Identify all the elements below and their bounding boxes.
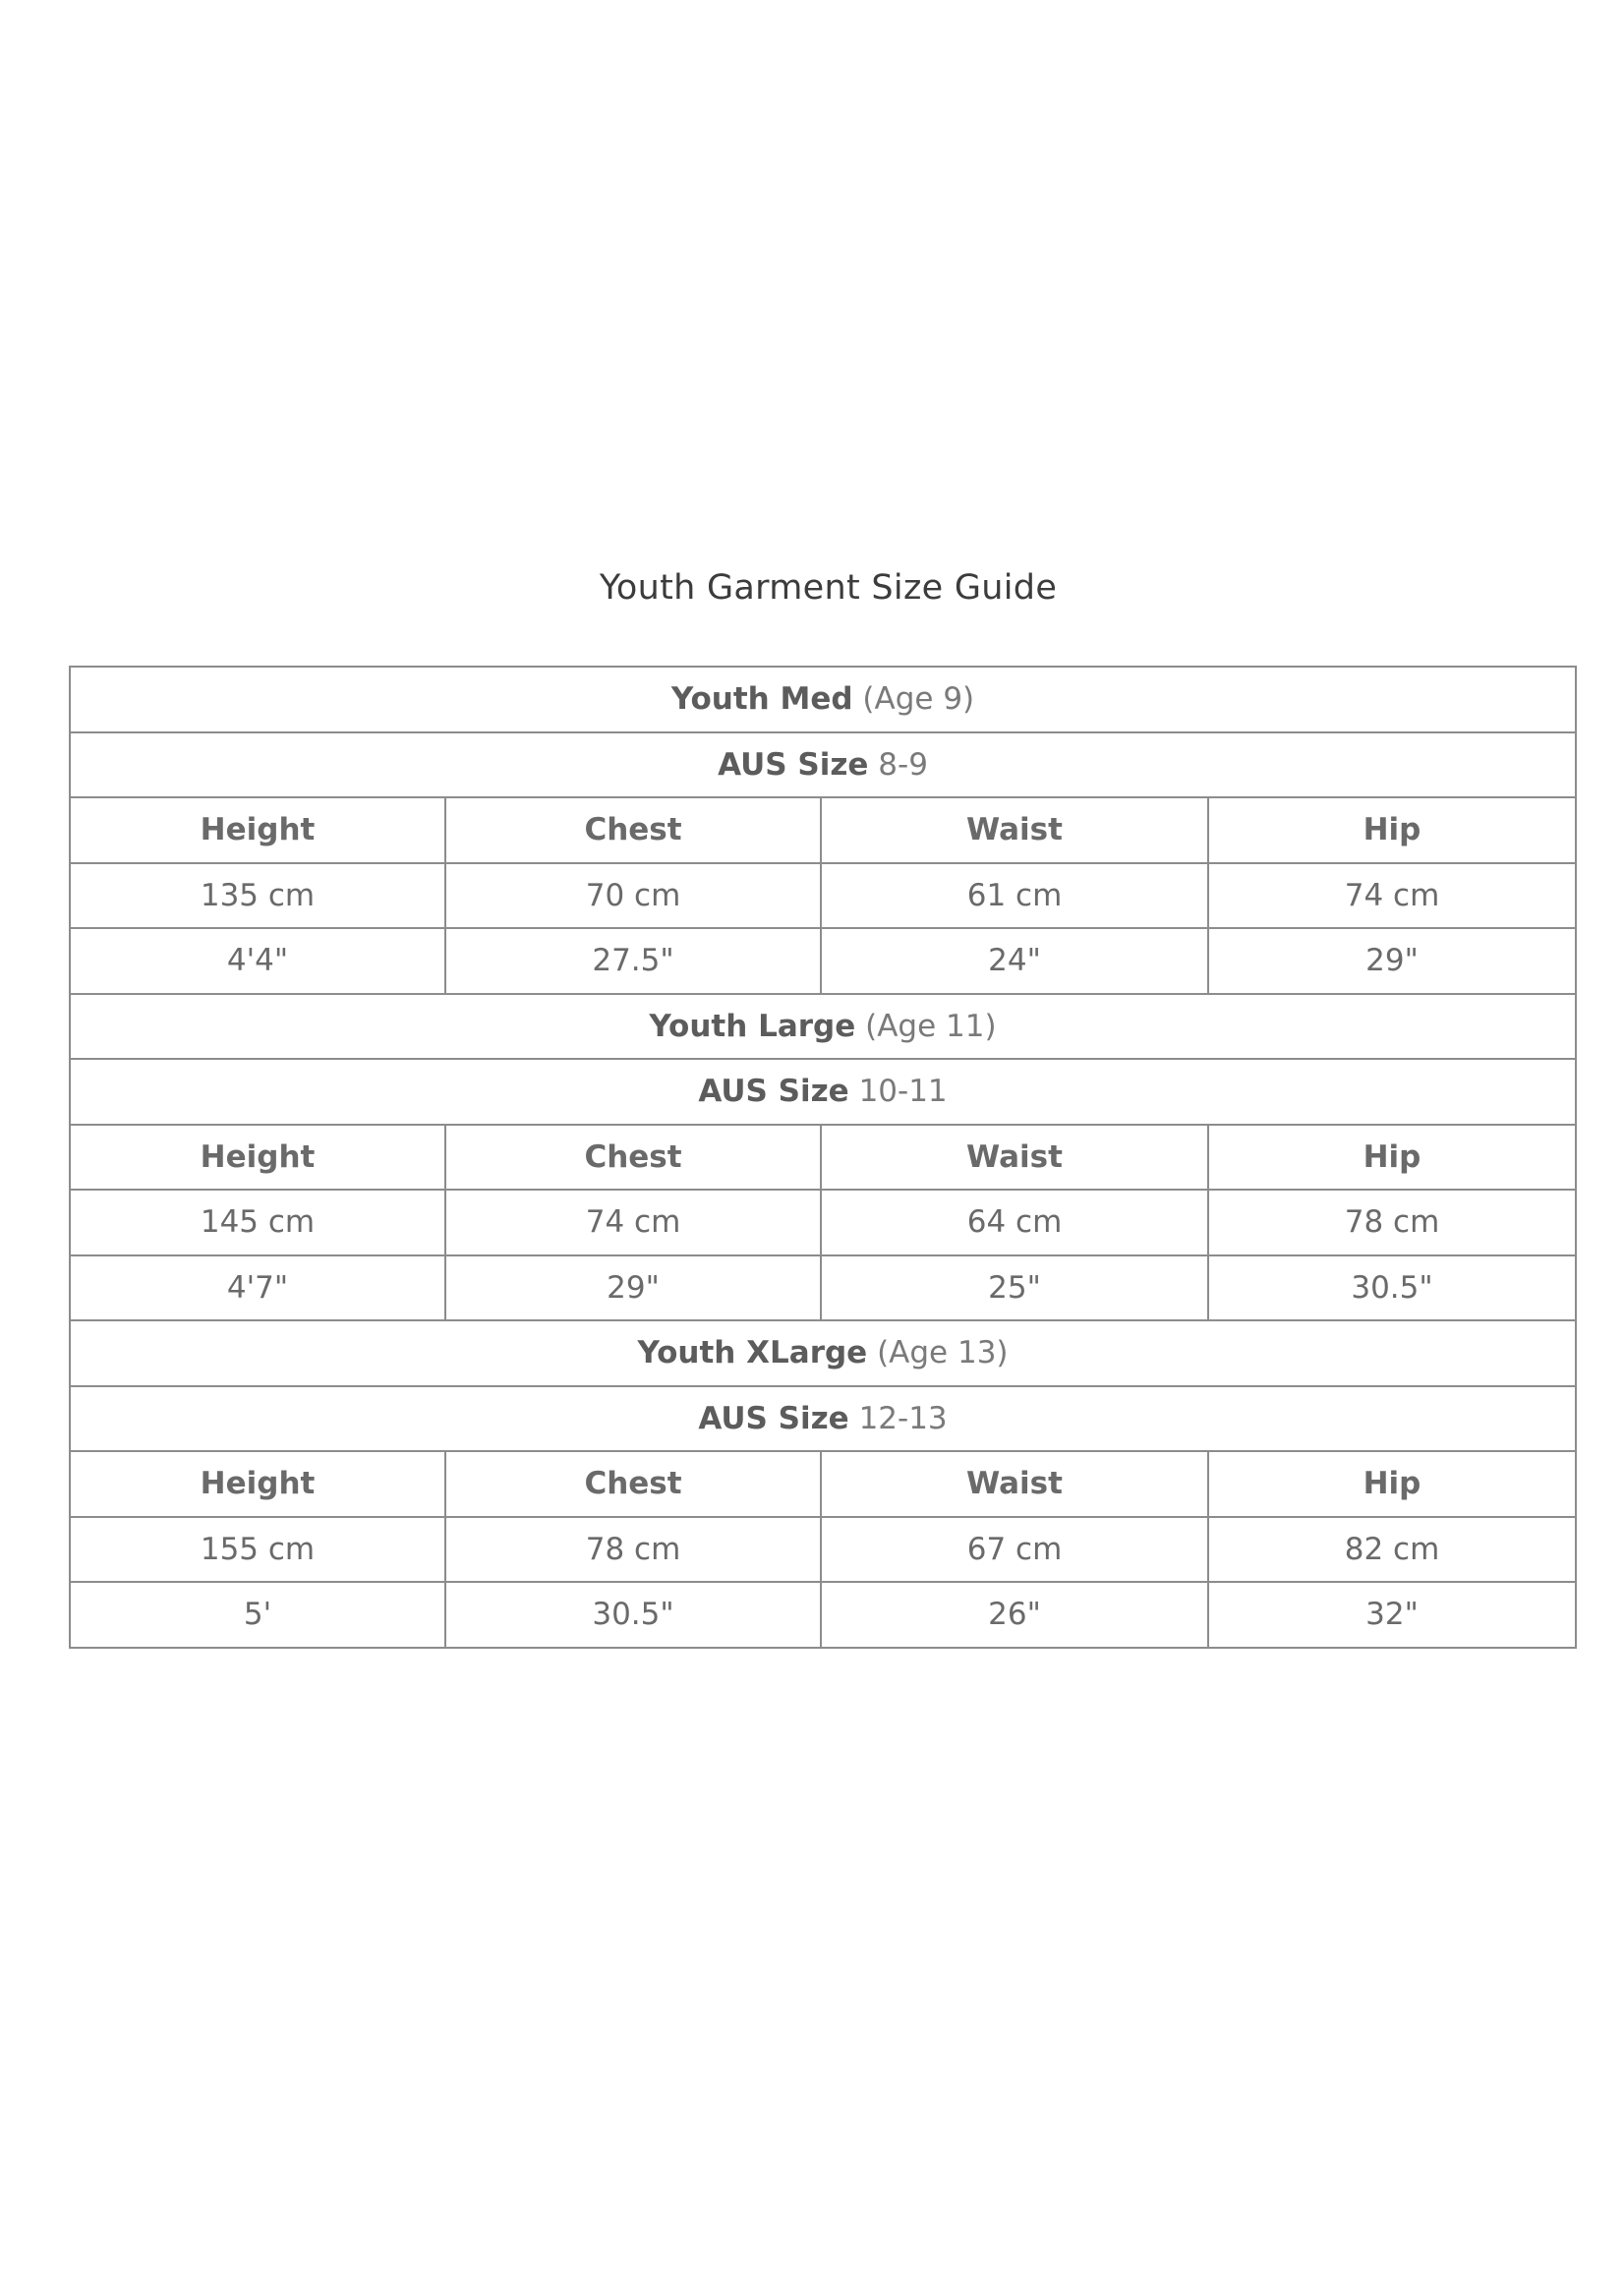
- value-chest: 29": [445, 1255, 821, 1321]
- value-chest: 78 cm: [445, 1517, 821, 1583]
- value-chest: 70 cm: [445, 863, 821, 929]
- header-row: [70, 1125, 1576, 1191]
- header-height: Height: [70, 797, 445, 863]
- aus-size-label: AUS Size: [718, 746, 869, 783]
- value-height: 5': [70, 1582, 445, 1648]
- value-hip: 29": [1208, 928, 1576, 994]
- value-waist: 64 cm: [821, 1190, 1208, 1255]
- aus-size-label: AUS Size: [698, 1400, 849, 1436]
- size-row: [70, 994, 1576, 1060]
- value-height: 135 cm: [70, 863, 445, 929]
- header-hip: Hip: [1208, 1451, 1576, 1517]
- header-row: [70, 1451, 1576, 1517]
- table-row: [70, 928, 1576, 994]
- size-name: Youth Med: [670, 681, 853, 718]
- value-waist: 67 cm: [821, 1517, 1208, 1583]
- aus-size-row: [70, 1386, 1576, 1452]
- value-chest: 27.5": [445, 928, 821, 994]
- size-title-cell: [70, 994, 1576, 1060]
- value-chest: 74 cm: [445, 1190, 821, 1255]
- header-chest: Chest: [445, 1125, 821, 1191]
- value-hip: 82 cm: [1208, 1517, 1576, 1583]
- header-chest: Chest: [445, 1451, 821, 1517]
- header-row: [70, 797, 1576, 863]
- value-waist: 26": [821, 1582, 1208, 1648]
- size-age: (Age 11): [865, 1008, 997, 1044]
- value-chest: 30.5": [445, 1582, 821, 1648]
- size-row: [70, 667, 1576, 732]
- header-hip: Hip: [1208, 1125, 1576, 1191]
- header-waist: Waist: [821, 1125, 1208, 1191]
- size-age: (Age 13): [877, 1335, 1009, 1371]
- header-waist: Waist: [821, 1451, 1208, 1517]
- size-title-cell: [70, 1320, 1576, 1386]
- aus-size-cell: [70, 1059, 1576, 1125]
- value-hip: 30.5": [1208, 1255, 1576, 1321]
- value-hip: 32": [1208, 1582, 1576, 1648]
- aus-size-label: AUS Size: [698, 1074, 849, 1110]
- value-height: 145 cm: [70, 1190, 445, 1255]
- header-chest: Chest: [445, 797, 821, 863]
- value-hip: 78 cm: [1208, 1190, 1576, 1255]
- table-row: [70, 1190, 1576, 1255]
- value-waist: 61 cm: [821, 863, 1208, 929]
- table-row: [70, 863, 1576, 929]
- value-hip: 74 cm: [1208, 863, 1576, 929]
- value-height: 155 cm: [70, 1517, 445, 1583]
- value-waist: 25": [821, 1255, 1208, 1321]
- value-waist: 24": [821, 928, 1208, 994]
- aus-size-row: [70, 1059, 1576, 1125]
- value-height: 4'4": [70, 928, 445, 994]
- header-height: Height: [70, 1125, 445, 1191]
- table-row: [70, 1255, 1576, 1321]
- size-row: [70, 1320, 1576, 1386]
- header-height: Height: [70, 1451, 445, 1517]
- table-row: [70, 1582, 1576, 1648]
- header-hip: Hip: [1208, 797, 1576, 863]
- aus-size-row: [70, 732, 1576, 798]
- size-guide-table: [69, 666, 1577, 1649]
- value-height: 4'7": [70, 1255, 445, 1321]
- aus-size-cell: [70, 1386, 1576, 1452]
- table-row: [70, 1517, 1576, 1583]
- size-name: Youth Large: [649, 1008, 856, 1044]
- aus-size-value: 10-11: [858, 1074, 948, 1110]
- size-title-cell: [70, 667, 1576, 732]
- size-name: Youth XLarge: [637, 1335, 868, 1371]
- page-title: Youth Garment Size Guide: [599, 568, 1058, 608]
- aus-size-value: 12-13: [858, 1400, 948, 1436]
- aus-size-value: 8-9: [878, 746, 928, 783]
- header-waist: Waist: [821, 797, 1208, 863]
- aus-size-cell: [70, 732, 1576, 798]
- size-age: (Age 9): [862, 681, 975, 718]
